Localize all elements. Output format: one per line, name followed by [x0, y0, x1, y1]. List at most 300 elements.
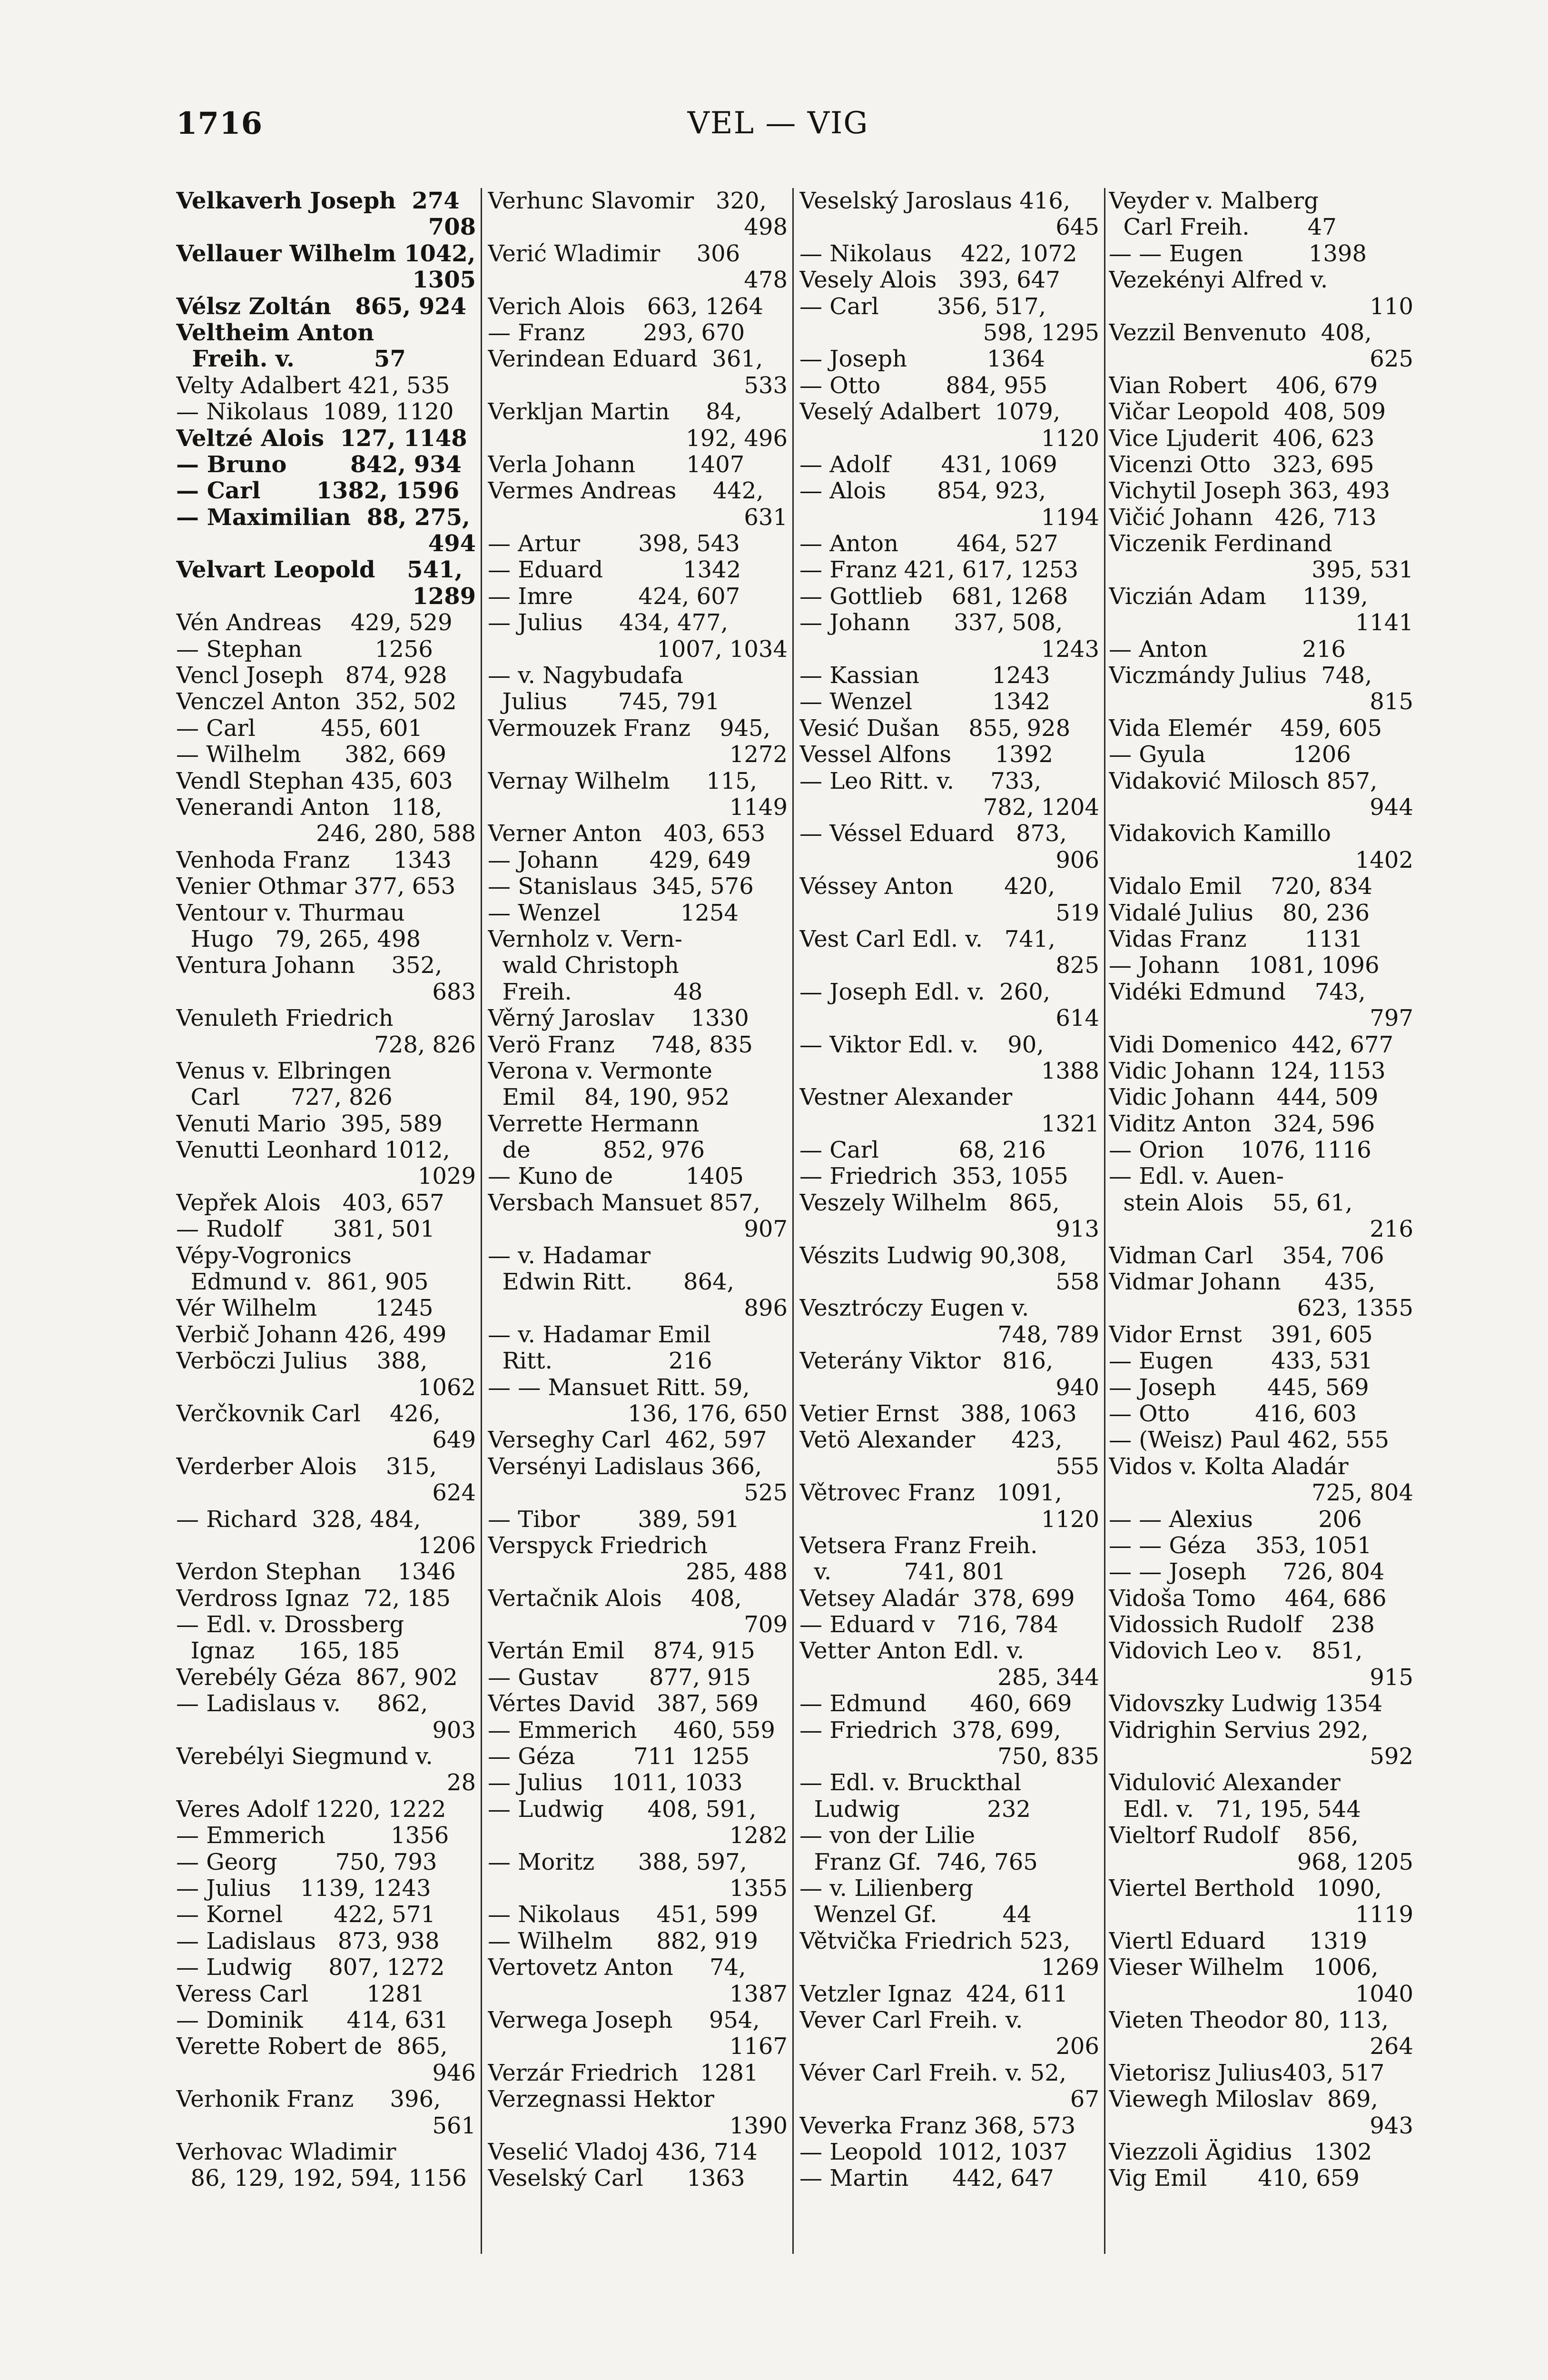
index-entry: Versbach Mansuet 857, [488, 1190, 760, 1216]
index-entry-continuation: 1387 [729, 1981, 788, 2007]
index-entry: — Nikolaus 1089, 1120 [176, 399, 454, 426]
index-entry: Edmund v. 861, 905 [176, 1269, 429, 1296]
index-entry: — — Alexius 206 [1109, 1506, 1362, 1533]
index-entry: Franz Gf. 746, 765 [799, 1849, 1038, 1875]
index-entry: de 852, 976 [488, 1137, 705, 1164]
index-entry: Vig Emil 410, 659 [1109, 2165, 1360, 2192]
index-entry: — Anton 216 [1109, 636, 1346, 663]
index-entry-continuation: 1269 [1041, 1954, 1099, 1981]
index-entry: — Eduard v 716, 784 [799, 1612, 1059, 1638]
index-entry: — Carl 455, 601 [176, 715, 423, 742]
index-entry: — Imre 424, 607 [488, 583, 740, 610]
index-entry: — v. Hadamar Emil [488, 1321, 711, 1348]
index-entry: Verrette Hermann [488, 1111, 700, 1137]
index-entry: Vidrighin Servius 292, [1109, 1717, 1369, 1744]
index-entry: Vesely Alois 393, 647 [799, 267, 1060, 294]
index-entry-continuation: 906 [1055, 847, 1099, 873]
index-entry: — (Weisz) Paul 462, 555 [1109, 1427, 1390, 1454]
index-entry: — Gustav 877, 915 [488, 1664, 751, 1691]
index-entry-continuation: 1402 [1355, 847, 1413, 873]
page-number: 1716 [176, 106, 263, 141]
index-entry: — Géza 711 1255 [488, 1744, 750, 1770]
index-entry-continuation: 395, 531 [1311, 557, 1413, 584]
index-entry-continuation: 623, 1355 [1297, 1295, 1413, 1322]
index-entry: — Wenzel 1342 [799, 689, 1051, 715]
index-entry-continuation: 1007, 1034 [657, 636, 788, 663]
index-entry-continuation: 285, 488 [686, 1559, 788, 1586]
index-entry-continuation: 1120 [1041, 1506, 1099, 1533]
index-entry: Viczián Adam 1139, [1109, 583, 1368, 610]
index-entry: Vida Elemér 459, 605 [1109, 715, 1382, 742]
index-entry-continuation: 683 [432, 979, 476, 1005]
index-entry: — Bruno 842, 934 [176, 451, 462, 478]
index-entry-continuation: 709 [744, 1612, 788, 1638]
index-entry: Vidovszky Ludwig 1354 [1109, 1691, 1383, 1717]
index-entry: Viertel Berthold 1090, [1109, 1875, 1382, 1902]
index-entry: Venus v. Elbringen [176, 1058, 392, 1084]
index-entry: — Eduard 1342 [488, 557, 741, 584]
index-entry-continuation: 1243 [1041, 636, 1099, 663]
index-entry: Vermouzek Franz 945, [488, 715, 770, 742]
index-entry: Venhoda Franz 1343 [176, 847, 452, 873]
index-entry: Viditz Anton 324, 596 [1109, 1111, 1375, 1137]
index-entry: Veress Carl 1281 [176, 1981, 425, 2007]
index-entry: Vetö Alexander 423, [799, 1427, 1063, 1454]
index-entry: — Stanislaus 345, 576 [488, 873, 754, 900]
index-entry: — Richard 328, 484, [176, 1506, 421, 1533]
index-entry: Venuti Mario 395, 589 [176, 1111, 443, 1137]
index-entry: Vidas Franz 1131 [1109, 926, 1363, 952]
index-entry-continuation: 907 [744, 1216, 788, 1243]
index-entry: — Ladislaus v. 862, [176, 1691, 428, 1717]
index-entry: — Johann 1081, 1096 [1109, 952, 1380, 979]
index-entry: Vetier Ernst 388, 1063 [799, 1400, 1077, 1427]
index-entry: — Kuno de 1405 [488, 1163, 744, 1190]
index-entry-continuation: 1390 [729, 2112, 788, 2139]
index-entry-continuation: 825 [1055, 952, 1099, 979]
index-entry: Carl Freih. 47 [1109, 214, 1337, 241]
index-entry: Vepřek Alois 403, 657 [176, 1190, 444, 1216]
index-entry: — v. Hadamar [488, 1242, 651, 1269]
index-entry: Vian Robert 406, 679 [1109, 372, 1378, 399]
index-entry-continuation: 1141 [1355, 610, 1413, 636]
index-entry: — Joseph 445, 569 [1109, 1374, 1369, 1401]
index-entry-continuation: 782, 1204 [983, 794, 1099, 821]
index-entry: Vencl Joseph 874, 928 [176, 663, 447, 689]
index-entry-continuation: 797 [1370, 1005, 1413, 1032]
index-column-4 [1109, 188, 1413, 2254]
index-entry-continuation: 1149 [729, 794, 788, 821]
index-entry: Ventour v. Thurmau [176, 900, 405, 926]
index-entry: Vén Andreas 429, 529 [176, 610, 453, 636]
column-rule [481, 188, 482, 2254]
index-entry: wald Christoph [488, 952, 679, 979]
index-entry: Verhunc Slavomir 320, [488, 188, 767, 214]
index-entry: — Leopold 1012, 1037 [799, 2139, 1068, 2165]
index-entry-continuation: 725, 804 [1311, 1480, 1413, 1507]
index-entry: — Franz 293, 670 [488, 319, 745, 346]
index-entry: v. 741, 801 [799, 1559, 1006, 1586]
index-entry: Vice Ljuderit 406, 623 [1109, 425, 1375, 452]
index-entry: Vér Wilhelm 1245 [176, 1295, 434, 1322]
index-entry: Vezzil Benvenuto 408, [1109, 319, 1372, 346]
index-entry-continuation: 1321 [1041, 1111, 1099, 1137]
index-entry: Verebélyi Siegmund v. [176, 1744, 433, 1770]
index-entry-continuation: 285, 344 [997, 1664, 1099, 1691]
index-entry: — Artur 398, 543 [488, 531, 740, 557]
index-entry-continuation: 649 [432, 1427, 476, 1454]
index-entry: Ritt. 216 [488, 1348, 712, 1375]
index-entry: — Wenzel 1254 [488, 900, 739, 926]
index-entry: — Julius 1011, 1033 [488, 1770, 743, 1796]
index-entry: — Julius 1139, 1243 [176, 1875, 431, 1902]
index-entry: — Edl. v. Drossberg [176, 1612, 404, 1638]
index-entry-continuation: 750, 835 [997, 1744, 1099, 1770]
index-entry: Vesztróczy Eugen v. [799, 1295, 1029, 1322]
index-entry: Vellauer Wilhelm 1042, [176, 240, 476, 267]
index-entry-continuation: 624 [432, 1480, 476, 1507]
index-entry: — Moritz 388, 597, [488, 1849, 747, 1875]
index-entry: Verzár Friedrich 1281 [488, 2060, 759, 2086]
index-entry: Vidor Ernst 391, 605 [1109, 1321, 1373, 1348]
index-entry: — Gyula 1206 [1109, 742, 1351, 768]
index-entry: — Kassian 1243 [799, 663, 1050, 689]
index-entry: Vidoša Tomo 464, 686 [1109, 1585, 1387, 1612]
index-entry: Viezzoli Ägidius 1302 [1109, 2139, 1372, 2165]
index-entry: Vever Carl Freih. v. [799, 2007, 1023, 2033]
index-entry-continuation: 943 [1370, 2112, 1413, 2139]
index-entry: Vetsera Franz Freih. [799, 1532, 1038, 1559]
index-entry: — von der Lilie [799, 1823, 976, 1849]
index-entry: Carl 727, 826 [176, 1084, 393, 1111]
index-entry: Venutti Leonhard 1012, [176, 1137, 450, 1164]
index-entry-continuation: 940 [1055, 1374, 1099, 1401]
index-entry: Velkaverh Joseph 274 [176, 188, 460, 214]
index-entry: Vidalé Julius 80, 236 [1109, 900, 1370, 926]
column-rule [1104, 188, 1105, 2254]
index-entry: Velty Adalbert 421, 535 [176, 372, 450, 399]
index-entry: Wenzel Gf. 44 [799, 1902, 1032, 1928]
index-entry-continuation: 1305 [412, 267, 476, 294]
index-entry-continuation: 136, 176, 650 [628, 1400, 788, 1427]
index-entry: Vépy-Vogronics [176, 1242, 352, 1269]
index-entry-continuation: 896 [744, 1295, 788, 1322]
index-entry: Vest Carl Edl. v. 741, [799, 926, 1055, 952]
index-entry-continuation: 1289 [412, 583, 476, 610]
index-entry: — — Mansuet Ritt. 59, [488, 1374, 750, 1401]
index-entry: Vidovich Leo v. 851, [1109, 1638, 1363, 1665]
index-entry: — Eugen 433, 531 [1109, 1348, 1373, 1375]
index-entry-continuation: 1194 [1041, 504, 1099, 531]
index-entry: Vidos v. Kolta Aladár [1109, 1453, 1349, 1480]
index-entry: — Ludwig 408, 591, [488, 1796, 757, 1823]
index-entry: Vészits Ludwig 90,308, [799, 1242, 1067, 1269]
index-entry: — Franz 421, 617, 1253 [799, 557, 1079, 584]
index-entry: Vidulović Alexander [1109, 1770, 1341, 1796]
index-entry: — Carl 68, 216 [799, 1137, 1046, 1164]
index-entry: — Otto 416, 603 [1109, 1400, 1357, 1427]
index-entry: Vidman Carl 354, 706 [1109, 1242, 1384, 1269]
index-entry: Vietorisz Julius403, 517 [1109, 2060, 1385, 2086]
index-entry: Vesić Dušan 855, 928 [799, 715, 1071, 742]
index-entry: Ignaz 165, 185 [176, 1638, 400, 1665]
index-entry-continuation: 708 [428, 214, 476, 241]
index-entry: — Rudolf 381, 501 [176, 1216, 435, 1243]
index-entry: — Emmerich 1356 [176, 1823, 449, 1849]
index-entry: Ventura Johann 352, [176, 952, 443, 979]
index-entry: Verdon Stephan 1346 [176, 1559, 456, 1586]
index-entry: Vertán Emil 874, 915 [488, 1638, 755, 1665]
index-entry: Veselský Carl 1363 [488, 2165, 745, 2192]
index-entry: — — Géza 353, 1051 [1109, 1532, 1372, 1559]
index-entry: Verindean Eduard 361, [488, 346, 763, 373]
index-entry: Veltheim Anton [176, 319, 375, 346]
index-entry: Vičar Leopold 408, 509 [1109, 399, 1386, 426]
index-entry: — Ludwig 807, 1272 [176, 1954, 445, 1981]
index-entry: — Stephan 1256 [176, 636, 433, 663]
index-entry: Vértes David 387, 569 [488, 1691, 759, 1717]
index-entry: Veverka Franz 368, 573 [799, 2112, 1076, 2139]
index-entry: Vidakovich Kamillo [1109, 821, 1331, 847]
index-entry: Emil 84, 190, 952 [488, 1084, 730, 1111]
index-entry-continuation: 1119 [1355, 1902, 1413, 1928]
index-entry-continuation: 903 [432, 1717, 476, 1744]
index-entry: Veselić Vladoj 436, 714 [488, 2139, 758, 2165]
index-entry: — Emmerich 460, 559 [488, 1717, 775, 1744]
index-entry-continuation: 946 [432, 2060, 476, 2086]
index-entry: Vermes Andreas 442, [488, 478, 764, 505]
index-entry: — Edmund 460, 669 [799, 1691, 1072, 1717]
index-entry: Veyder v. Malberg [1109, 188, 1319, 214]
index-entry: Vetzler Ignaz 424, 611 [799, 1981, 1068, 2007]
index-entry: Vendl Stephan 435, 603 [176, 768, 453, 794]
index-entry: Vidalo Emil 720, 834 [1109, 873, 1373, 900]
index-entry: — Martin 442, 647 [799, 2165, 1054, 2192]
index-entry-continuation: 264 [1370, 2033, 1413, 2060]
index-entry-continuation: 748, 789 [997, 1321, 1099, 1348]
index-entry: — Johann 337, 508, [799, 610, 1063, 636]
index-entry: — Edl. v. Auen- [1109, 1163, 1284, 1190]
index-entry: — Nikolaus 451, 599 [488, 1902, 759, 1928]
index-entry-continuation: 1062 [417, 1374, 476, 1401]
index-entry-continuation: 498 [744, 214, 788, 241]
index-entry: Veterány Viktor 816, [799, 1348, 1054, 1375]
index-entry: — Johann 429, 649 [488, 847, 751, 873]
index-entry: Veselský Jaroslaus 416, [799, 188, 1071, 214]
index-entry: — v. Nagybudafa [488, 663, 684, 689]
index-entry: — Friedrich 353, 1055 [799, 1163, 1068, 1190]
index-entry: Větrovec Franz 1091, [799, 1480, 1062, 1507]
index-entry: Verhovac Wladimir [176, 2139, 396, 2165]
index-entry-continuation: 246, 280, 588 [316, 821, 476, 847]
index-entry: — Ladislaus 873, 938 [176, 1928, 440, 1954]
index-entry-continuation: 815 [1370, 689, 1413, 715]
index-column-2 [488, 188, 788, 2254]
column-rule [792, 188, 794, 2254]
index-column-1 [176, 188, 476, 2254]
index-entry: — Tibor 389, 591 [488, 1506, 740, 1533]
index-entry: Vicenzi Otto 323, 695 [1109, 451, 1374, 478]
index-entry-continuation: 206 [1055, 2033, 1099, 2060]
index-entry: Verbič Johann 426, 499 [176, 1321, 447, 1348]
index-entry-continuation: 645 [1055, 214, 1099, 241]
index-entry: Vezekényi Alfred v. [1109, 267, 1328, 294]
index-entry: Vestner Alexander [799, 1084, 1013, 1111]
index-entry: — Carl 356, 517, [799, 293, 1046, 320]
index-entry: Verzegnassi Hektor [488, 2086, 714, 2113]
index-entry-continuation: 913 [1055, 1216, 1099, 1243]
index-entry: — v. Lilienberg [799, 1875, 974, 1902]
index-entry: Viczenik Ferdinand [1109, 531, 1332, 557]
index-entry: Verderber Alois 315, [176, 1453, 437, 1480]
index-entry: Vetter Anton Edl. v. [799, 1638, 1025, 1665]
index-entry: — Julius 434, 477, [488, 610, 728, 636]
index-entry: Vieten Theodor 80, 113, [1109, 2007, 1389, 2033]
index-entry-continuation: 614 [1055, 1005, 1099, 1032]
index-entry: Venczel Anton 352, 502 [176, 689, 457, 715]
index-entry: Vertovetz Anton 74, [488, 1954, 746, 1981]
index-entry: — Nikolaus 422, 1072 [799, 240, 1077, 267]
index-entry: — Maximilian 88, 275, [176, 504, 470, 531]
index-entry-continuation: 519 [1055, 900, 1099, 926]
index-entry: Viczmándy Julius 748, [1109, 663, 1372, 689]
index-entry: — Gottlieb 681, 1268 [799, 583, 1068, 610]
index-entry: Ludwig 232 [799, 1796, 1031, 1823]
index-entry: Venerandi Anton 118, [176, 794, 443, 821]
index-entry: Edwin Ritt. 864, [488, 1269, 734, 1296]
index-entry: Vélsz Zoltán 865, 924 [176, 293, 467, 320]
index-entry-continuation: 110 [1370, 293, 1413, 320]
index-entry: Freih. 48 [488, 979, 703, 1005]
index-entry: Verčkovnik Carl 426, [176, 1400, 441, 1427]
index-entry-continuation: 631 [744, 504, 788, 531]
index-entry: Verseghy Carl 462, 597 [488, 1427, 767, 1454]
index-entry: Vidic Johann 444, 509 [1109, 1084, 1379, 1111]
index-entry: Vidossich Rudolf 238 [1109, 1612, 1375, 1638]
index-entry-continuation: 915 [1370, 1664, 1413, 1691]
index-entry: Vertačnik Alois 408, [488, 1585, 742, 1612]
index-entry: Verla Johann 1407 [488, 451, 745, 478]
index-entry-continuation: 192, 496 [686, 425, 788, 452]
index-entry-continuation: 28 [446, 1770, 476, 1796]
index-entry-continuation: 1167 [729, 2033, 788, 2060]
index-entry: Větvička Friedrich 523, [799, 1928, 1071, 1954]
index-entry: Julius 745, 791 [488, 689, 720, 715]
index-entry: Veszely Wilhelm 865, [799, 1190, 1060, 1216]
index-entry-continuation: 1282 [729, 1823, 788, 1849]
index-entry-continuation: 1206 [417, 1532, 476, 1559]
index-entry: Verdross Ignaz 72, 185 [176, 1585, 451, 1612]
index-entry-continuation: 944 [1370, 794, 1413, 821]
index-entry: — — Eugen 1398 [1109, 240, 1367, 267]
index-entry-continuation: 728, 826 [374, 1031, 476, 1058]
index-entry-continuation: 1272 [729, 742, 788, 768]
index-entry: Véssey Anton 420, [799, 873, 1055, 900]
index-entry: Verkljan Martin 84, [488, 399, 742, 426]
index-entry-continuation: 478 [744, 267, 788, 294]
index-entry: stein Alois 55, 61, [1109, 1190, 1353, 1216]
index-entry-continuation: 1355 [729, 1875, 788, 1902]
index-entry-continuation: 1029 [417, 1163, 476, 1190]
index-entry-continuation: 1388 [1041, 1058, 1099, 1084]
index-entry-continuation: 533 [744, 372, 788, 399]
index-entry: — Alois 854, 923, [799, 478, 1046, 505]
index-entry: Vernholz v. Vern- [488, 926, 682, 952]
running-head: VEL — VIG [687, 106, 869, 141]
index-entry: — Adolf 431, 1069 [799, 451, 1057, 478]
index-entry: — Orion 1076, 1116 [1109, 1137, 1371, 1164]
index-entry: Verö Franz 748, 835 [488, 1031, 753, 1058]
index-entry: Verhonik Franz 396, [176, 2086, 441, 2113]
index-entry: — Leo Ritt. v. 733, [799, 768, 1042, 794]
index-entry: — Wilhelm 382, 669 [176, 742, 446, 768]
index-entry: Verspyck Friedrich [488, 1532, 708, 1559]
index-entry-continuation: 555 [1055, 1453, 1099, 1480]
index-columns [176, 188, 1416, 2254]
index-entry: Viertl Eduard 1319 [1109, 1928, 1368, 1954]
index-entry: Vidi Domenico 442, 677 [1109, 1031, 1394, 1058]
index-entry: Vieltorf Rudolf 856, [1109, 1823, 1359, 1849]
index-entry: Hugo 79, 265, 498 [176, 926, 421, 952]
index-entry: Vieser Wilhelm 1006, [1109, 1954, 1379, 1981]
index-entry: — Georg 750, 793 [176, 1849, 437, 1875]
index-entry: Vernay Wilhelm 115, [488, 768, 758, 794]
index-entry: — Otto 884, 955 [799, 372, 1048, 399]
index-entry: — Joseph Edl. v. 260, [799, 979, 1051, 1005]
index-entry: Viewegh Miloslav 869, [1109, 2086, 1378, 2113]
index-entry-continuation: 216 [1370, 1216, 1413, 1243]
index-entry: Vidic Johann 124, 1153 [1109, 1058, 1386, 1084]
index-entry: Verner Anton 403, 653 [488, 821, 766, 847]
index-entry: 86, 129, 192, 594, 1156 [176, 2165, 467, 2192]
index-entry: Vetsey Aladár 378, 699 [799, 1585, 1075, 1612]
index-entry: Véver Carl Freih. v. 52, [799, 2060, 1066, 2086]
page-header [176, 106, 1380, 153]
index-entry-continuation: 625 [1370, 346, 1413, 373]
index-entry: Verona v. Vermonte [488, 1058, 712, 1084]
index-entry: — Friedrich 378, 699, [799, 1717, 1061, 1744]
index-entry: Věrný Jaroslav 1330 [488, 1005, 749, 1032]
index-entry: Vidéki Edmund 743, [1109, 979, 1366, 1005]
index-entry: Venier Othmar 377, 653 [176, 873, 456, 900]
index-entry: Versényi Ladislaus 366, [488, 1453, 762, 1480]
index-entry: Vidaković Milosch 857, [1109, 768, 1378, 794]
index-entry: Verich Alois 663, 1264 [488, 293, 763, 320]
index-entry: Vichytil Joseph 363, 493 [1109, 478, 1390, 505]
index-entry: Vičić Johann 426, 713 [1109, 504, 1377, 531]
index-entry: Verette Robert de 865, [176, 2033, 448, 2060]
index-entry-continuation: 968, 1205 [1297, 1849, 1413, 1875]
index-entry: Edl. v. 71, 195, 544 [1109, 1796, 1361, 1823]
index-entry-continuation: 1120 [1041, 425, 1099, 452]
index-entry: — Carl 1382, 1596 [176, 478, 460, 505]
index-entry: — Viktor Edl. v. 90, [799, 1031, 1044, 1058]
index-entry-continuation: 598, 1295 [983, 319, 1099, 346]
index-entry-continuation: 67 [1070, 2086, 1099, 2113]
index-entry: Verić Wladimir 306 [488, 240, 740, 267]
index-entry: — Kornel 422, 571 [176, 1902, 435, 1928]
index-entry: — Dominik 414, 631 [176, 2007, 449, 2033]
index-entry: — Wilhelm 882, 919 [488, 1928, 758, 1954]
index-entry-continuation: 558 [1055, 1269, 1099, 1296]
index-entry: Verwega Joseph 954, [488, 2007, 760, 2033]
index-entry: Veltzé Alois 127, 1148 [176, 425, 467, 452]
index-entry-continuation: 1040 [1355, 1981, 1413, 2007]
index-column-3 [799, 188, 1099, 2254]
index-entry: Vidmar Johann 435, [1109, 1269, 1376, 1296]
index-entry: Verböczi Julius 388, [176, 1348, 428, 1375]
index-entry: — Véssel Eduard 873, [799, 821, 1067, 847]
